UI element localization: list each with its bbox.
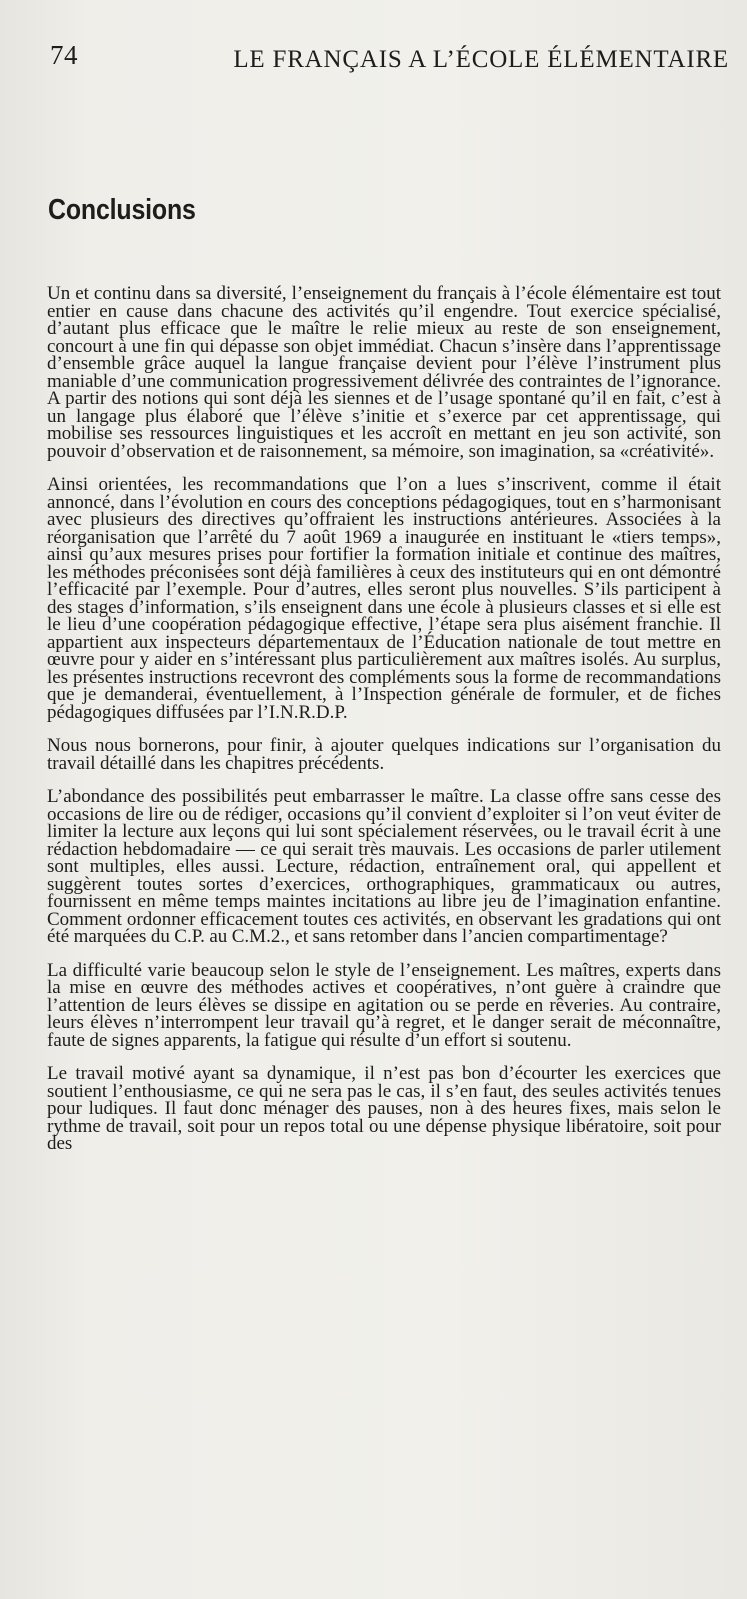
paragraph: Un et continu dans sa diversité, l’enseignement du français à l’école élémentaire est tout entier en cause dans chacune des activités qu’il engendre. Tout exercice spécialisé, d’autant plus efficace que le maître le relie mieux au reste de son enseignement, concourt à une fin qui dépasse son objet immédiat. Chacun s’insère dans l’apprentissage d’ensemble grâce auquel la langue française devient pour l’élève l’instrument plus maniable d’une communication progressivement délivrée des contraintes de l’ignorance. A partir des notions qui sont déjà les siennes et de l’usage spontané qu’il en fait, c’est à un langage plus élaboré que l’élève s’initie et s’exerce par cet apprentissage, qui mobilise ses ressources linguistiques et les accroît en mettant en jeu son activité, son pouvoir d’observation et de raisonnement, sa mémoire, son imagination, sa «créativité». — [47, 283, 721, 462]
body-text — [47, 285, 721, 1153]
page-header — [50, 40, 729, 80]
paragraph: Nous nous bornerons, pour finir, à ajouter quelques indications sur l’organisation du travail détaillé dans les chapitres précédents. — [47, 735, 721, 774]
paragraph: La difficulté varie beaucoup selon le style de l’enseignement. Les maîtres, experts dans la mise en œuvre des méthodes actives et coopératives, n’ont guère à craindre que l’attention de leurs élèves se dissipe en agitation ou se perde en rêveries. Au contraire, leurs élèves n’interrompent leur travail qu’à regret, et le danger serait de méconnaître, faute de signes apparents, la fatigue qui résulte d’un effort si soutenu. — [47, 959, 721, 1051]
page-number: 74 — [50, 40, 78, 70]
paragraph: L’abondance des possibilités peut embarrasser le maître. La classe offre sans cesse des occasions de lire ou de rédiger, occasions qu’il convient d’exploiter si l’on veut éviter de limiter la lecture aux leçons qui lui sont spécialement réservées, ou le travail écrit à une rédaction hebdomadaire — ce qui serait très mauvais. Les occasions de parler utilement sont multiples, elles aussi. Lecture, rédaction, entraînement oral, qui appellent et suggèrent toutes sortes d’exercices, orthographiques, grammaticaux ou autres, fournissent en même temps maintes incitations au libre jeu de l’imagination enfantine. Comment ordonner efficacement toutes ces activités, en observant les gradations qui ont été marquées du C.P. au C.M.2., et sans retomber dans l’ancien compartimentage? — [47, 786, 721, 947]
paragraph: Ainsi orientées, les recommandations que l’on a lues s’inscrivent, comme il était annoncé, dans l’évolution en cours des conceptions pédagogiques, tout en s’harmonisant avec plusieurs des directives qu’offraient les instructions antérieures. Associées à la réorganisation que l’arrêté du 7 août 1969 a inaugurée en instituant le «tiers temps», ainsi qu’aux mesures prises pour fortifier la formation initiale et continue des maîtres, les méthodes préconisées sont déjà familières à ceux des instituteurs qui en ont démontré l’efficacité par l’exemple. Pour d’autres, elles seront plus nouvelles. S’ils participent à des stages d’information, s’ils enseignent dans une école à plusieurs classes et si elle est le lieu d’une coopération pédagogique effective, l’étape sera plus aisément franchie. Il appartient aux inspecteurs départementaux de l’Éducation nationale de tout mettre en œuvre pour y aider en s’intéressant plus particulièrement aux maîtres isolés. Au surplus, les présentes instructions recevront des compléments sous la forme de recommandations que je demanderai, éventuellement, à l’Inspection générale de formuler, et de fiches pédagogiques diffusées par l’I.N.R.D.P. — [47, 474, 721, 723]
section-title: Conclusions — [48, 194, 196, 227]
paragraph: Le travail motivé ayant sa dynamique, il n’est pas bon d’écourter les exercices que soutient l’enthousiasme, ce qui ne sera pas le cas, il s’en faut, des seules activités tenues pour ludiques. Il faut donc ménager des pauses, non à des heures fixes, mais selon le rythme de travail, soit pour un repos total ou une dépense physique libératoire, soit pour des — [47, 1063, 721, 1154]
running-title: LE FRANÇAIS A L’ÉCOLE ÉLÉMENTAIRE — [233, 46, 729, 73]
